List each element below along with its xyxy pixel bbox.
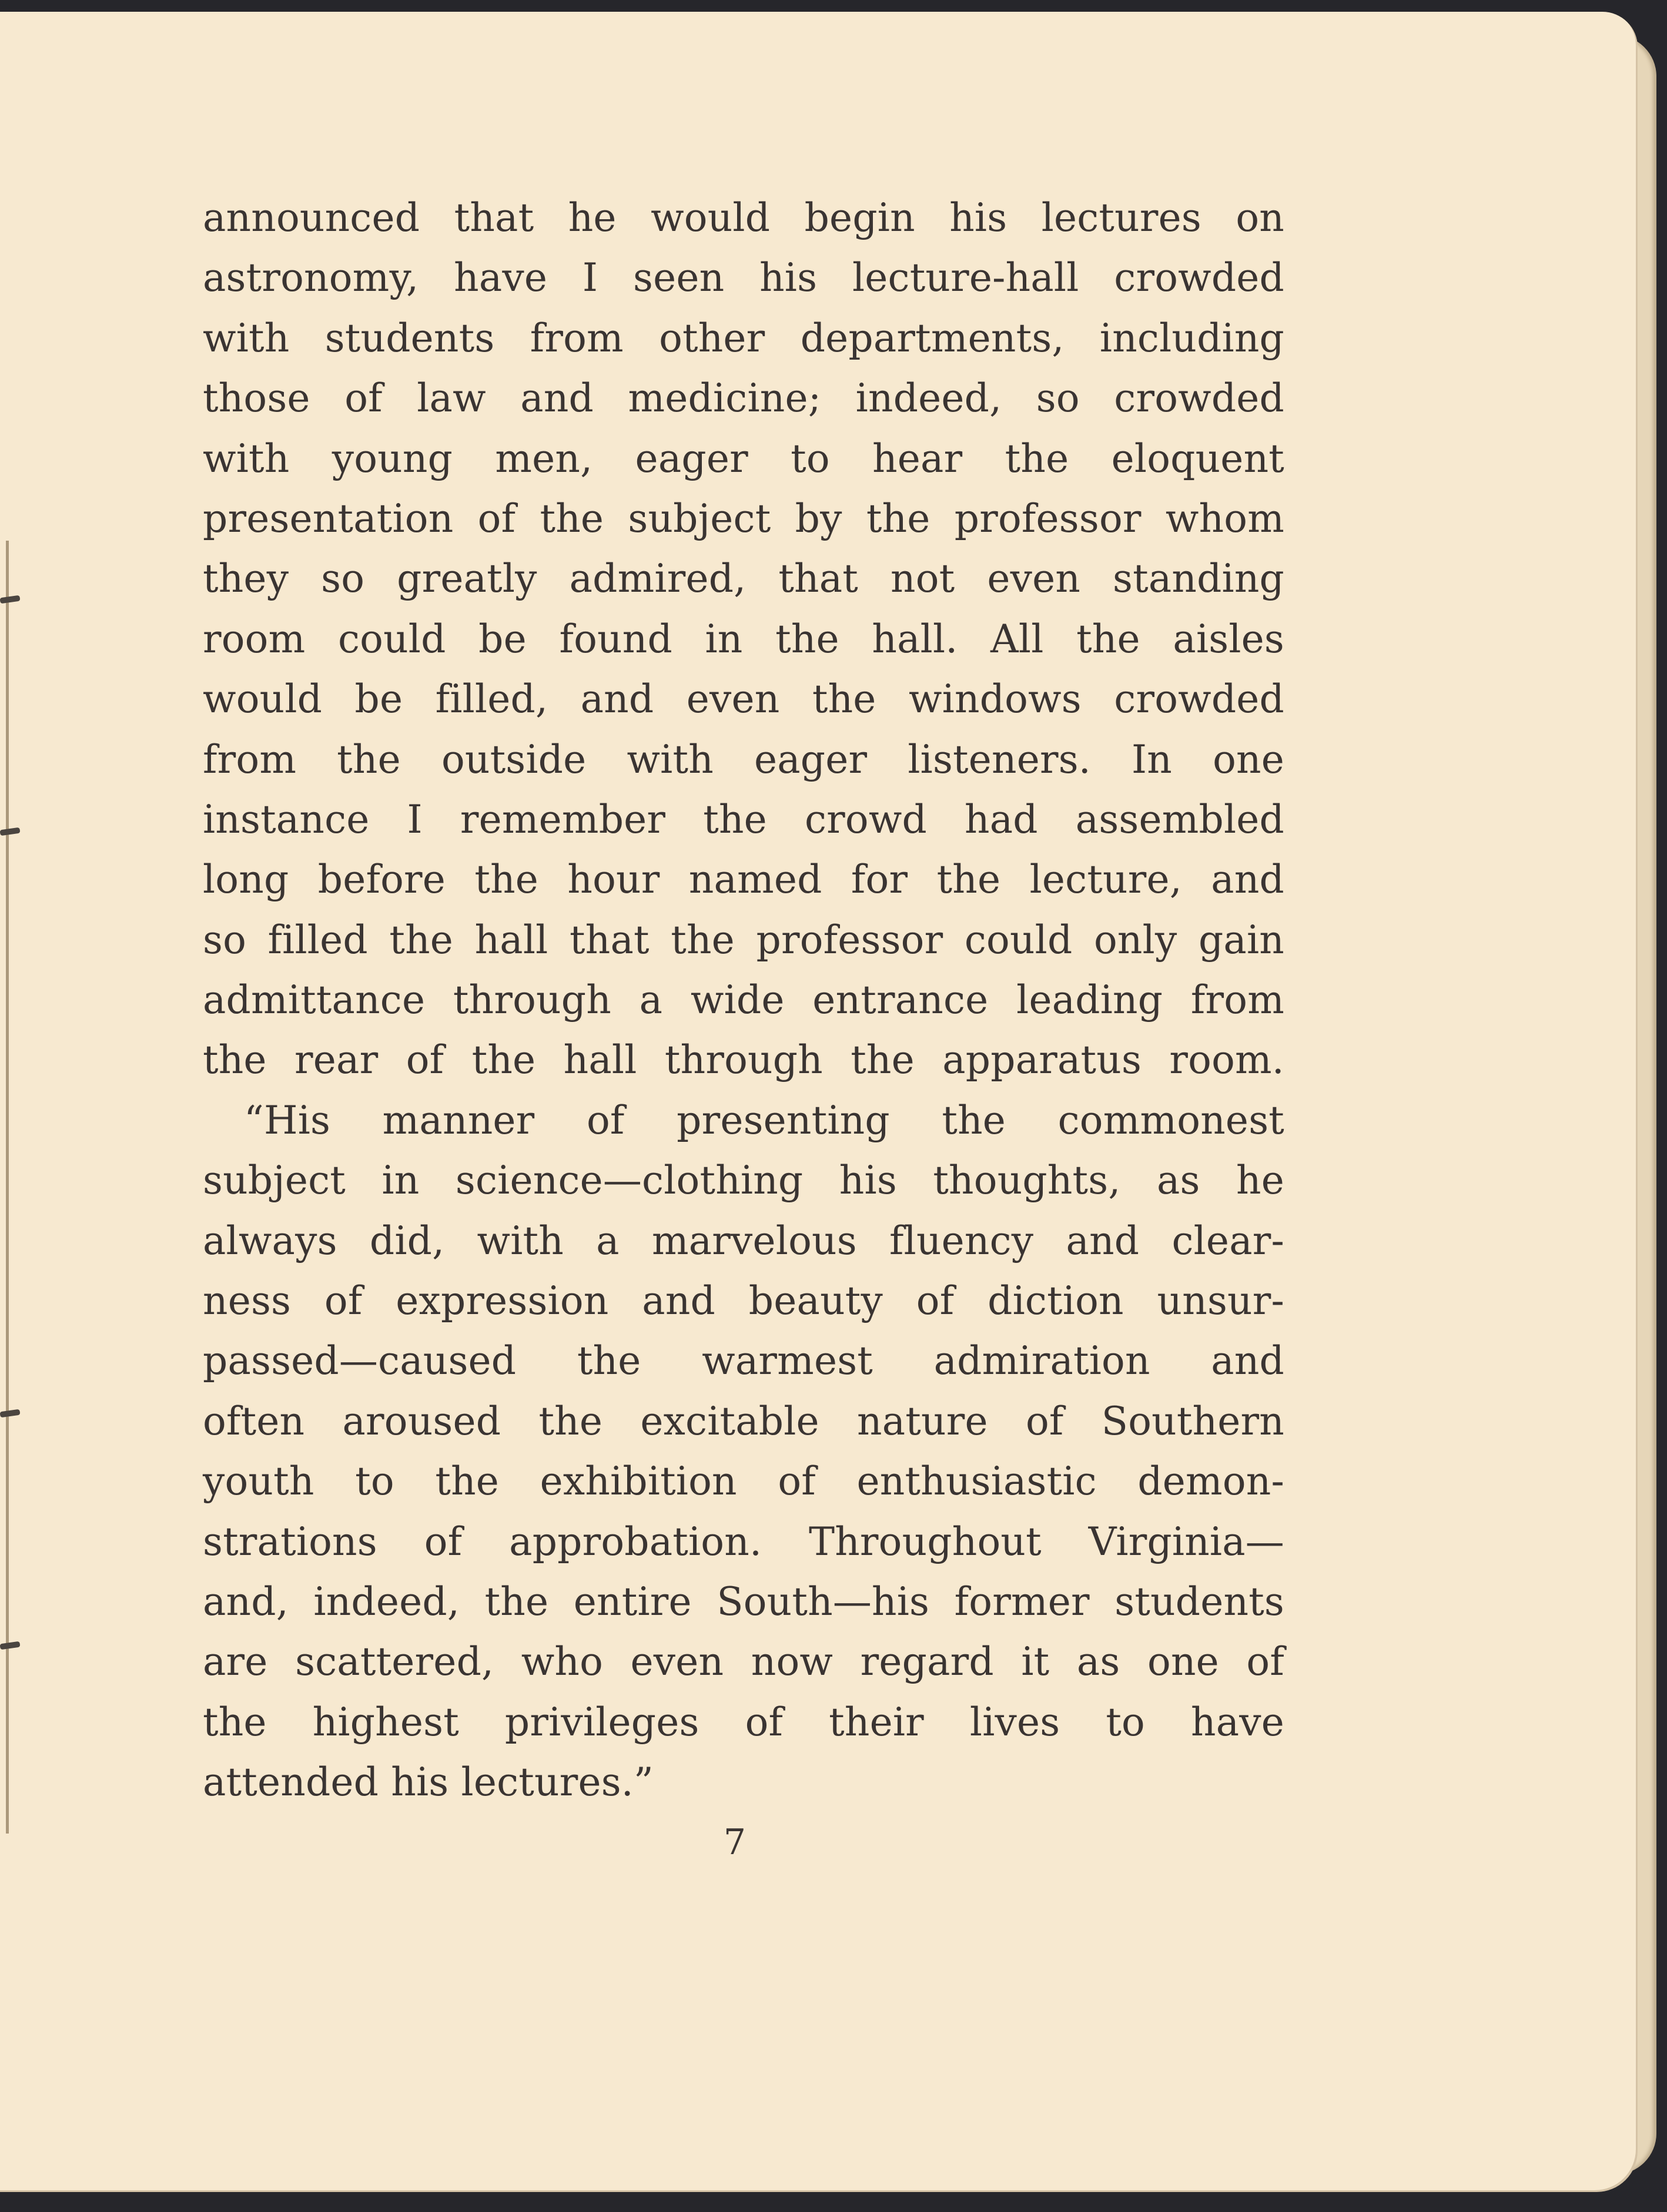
text-line: and, indeed, the entire South—his former students (203, 1578, 1284, 1624)
body-text (203, 188, 1284, 1813)
binding-stitch-icon (0, 1641, 21, 1650)
text-line: “His manner of presenting the commonest (244, 1097, 1284, 1143)
text-line: subject in science—clothing his thoughts, as he (203, 1158, 1284, 1204)
text-line: the highest privileges of their lives to have (203, 1699, 1284, 1745)
text-line: youth to the exhibition of enthusiastic demon- (203, 1459, 1284, 1504)
text-line: instance I remember the crowd had assembled (203, 796, 1284, 842)
text-line: long before the hour named for the lecture, and (203, 857, 1284, 903)
text-line: always did, with a marvelous fluency and clear- (203, 1218, 1284, 1263)
text-line: presentation of the subject by the professor whom (203, 495, 1284, 541)
text-line: those of law and medicine; indeed, so crowded (203, 376, 1284, 421)
text-line: the rear of the hall through the apparatus room. (203, 1037, 1284, 1083)
binding-stitch-icon (0, 1409, 21, 1418)
text-line: they so greatly admired, that not even standing (203, 556, 1284, 602)
book-page (0, 12, 1638, 2192)
text-line: would be filled, and even the windows crowded (203, 676, 1284, 722)
binding-stitch-icon (0, 595, 21, 604)
text-line: astronomy, have I seen his lecture-hall crowded (203, 255, 1284, 301)
text-line: so filled the hall that the professor could only gain (203, 917, 1284, 963)
binding-stitch-icon (0, 827, 21, 836)
text-line: ness of expression and beauty of diction unsur- (203, 1278, 1284, 1324)
paragraph-1 (203, 188, 1284, 1091)
text-line: from the outside with eager listeners. In one (203, 736, 1284, 782)
page-number: 7 (723, 1822, 747, 1863)
text-line: with students from other departments, including (203, 315, 1284, 361)
text-line: announced that he would begin his lectures on (203, 195, 1284, 240)
text-line: attended his lectures.” (203, 1759, 654, 1805)
text-line: passed—caused the warmest admiration and (203, 1338, 1284, 1384)
text-line: with young men, eager to hear the eloquent (203, 435, 1284, 481)
text-line: room could be found in the hall. All the aisles (203, 616, 1284, 662)
text-line: strations of approbation. Throughout Virginia— (203, 1519, 1284, 1564)
text-line: are scattered, who even now regard it as one of (203, 1639, 1284, 1685)
binding-thread (6, 541, 9, 1834)
text-line: admittance through a wide entrance leading from (203, 977, 1284, 1023)
paragraph-2 (203, 1091, 1284, 1813)
text-line: often aroused the excitable nature of Southern (203, 1398, 1284, 1444)
